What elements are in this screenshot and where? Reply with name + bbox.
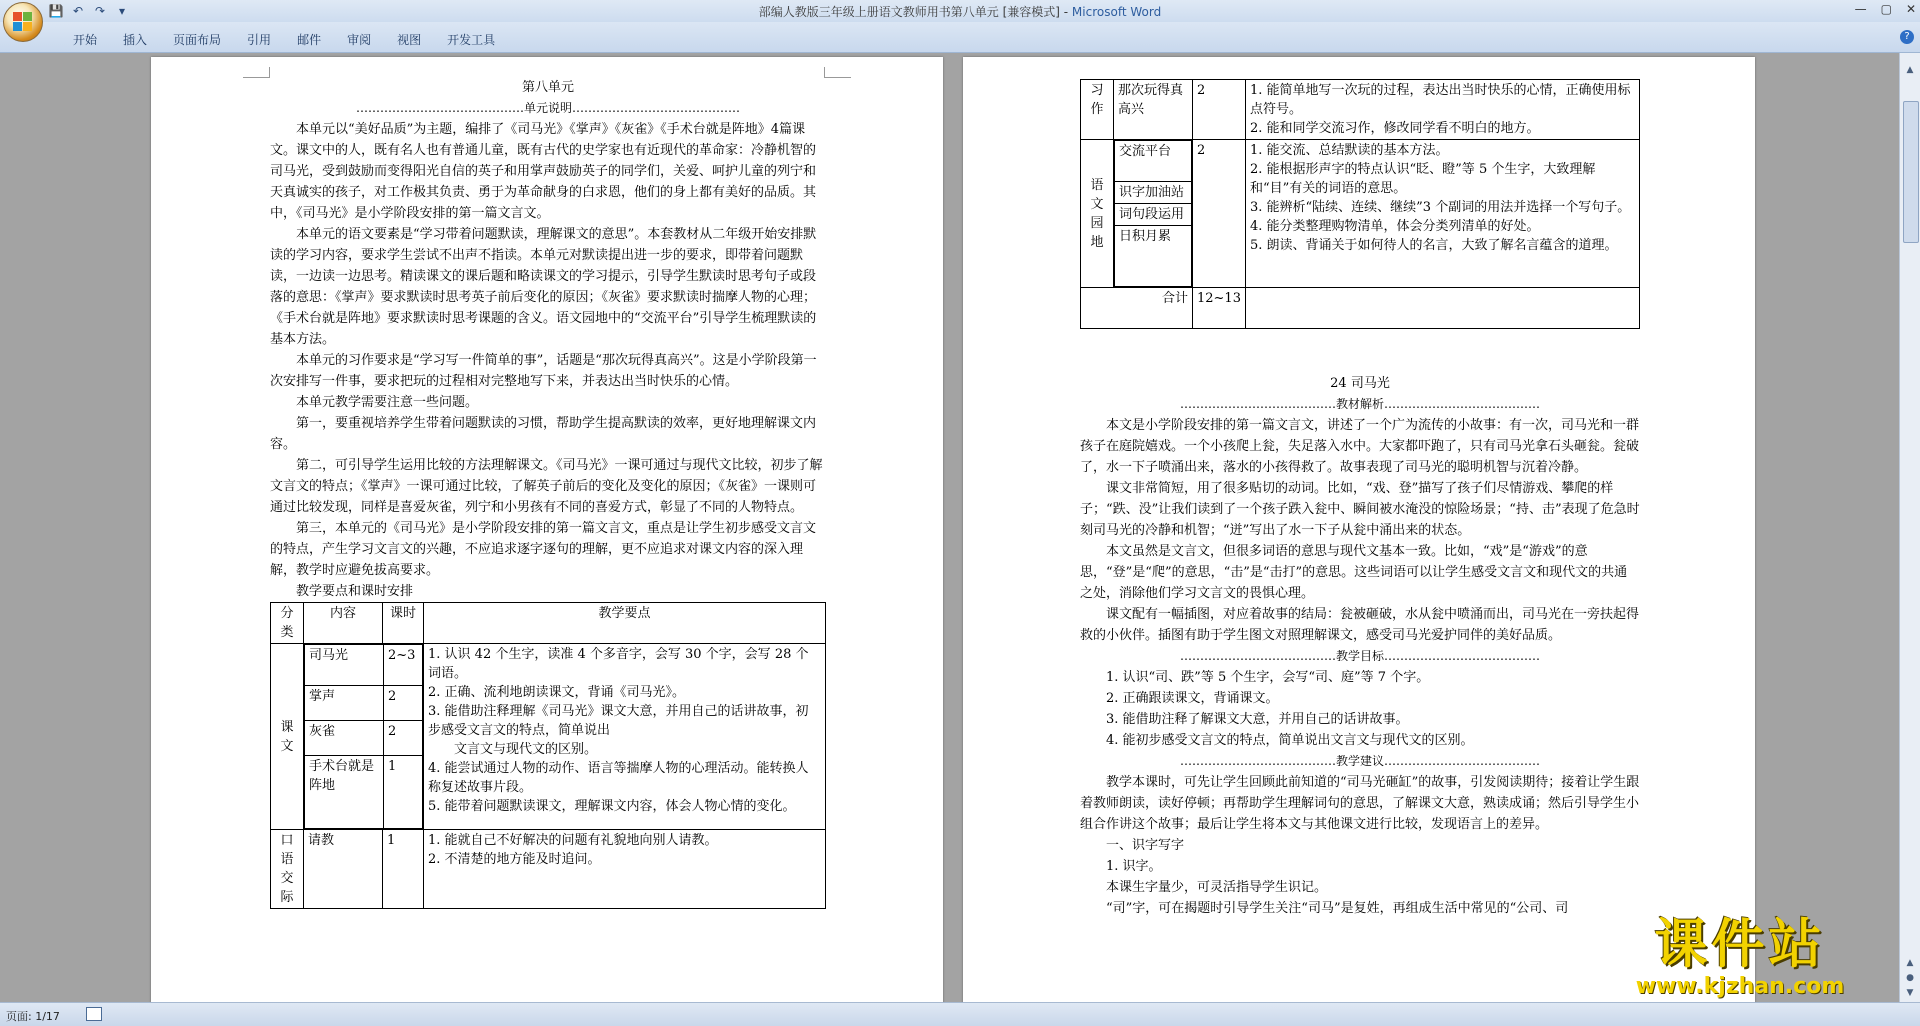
category-cell: 习作: [1081, 80, 1114, 140]
page-2-content: [1080, 79, 1640, 919]
point: 文言文与现代文的区别。: [454, 742, 598, 757]
watermark-url: www.kjzhan.com: [1635, 974, 1845, 999]
paragraph: 课文非常简短，用了很多贴切的动词。比如，“戏、登”描写了孩子们尽情游戏、攀爬的样子；“跌、没”让我们读到了一个孩子跌入瓮中、瞬间被水淹没的惊险场景；“持、击”表现了危急时刻司马光的冷静和机智；“迸”写出了水一下子从瓮中涌出来的状态。: [1080, 481, 1640, 538]
hours-cell: 2~3: [384, 645, 423, 686]
unit-title: 第八单元: [521, 80, 574, 95]
paragraph: 本单元以“美好品质”为主题，编排了《司马光》《掌声》《灰雀》《手术台就是阵地》4篇课文。课文中的人，既有名人也有普通儿童，既有古代的史学家也有近现代的革命家：冷静机智的司马光，受到鼓励而变得阳光自信的英子和用掌声鼓励英子的同学们，关爱、呵护儿童的列宁和天真诚实的孩子，对工作极其负责、勇于为革命献身的白求恩，他们的身上都有美好的品质。其中，《司马光》是小学阶段安排的第一篇文言文。: [270, 122, 817, 221]
table-header-row: [271, 603, 826, 644]
paragraph: 本单元的语文要素是“学习带着问题默读，理解课文的意思”。本套教材从二年级开始安排默读的学习内容，要求学生尝试不出声不指读。本单元对默读提出进一步的要求，即带着问题默读，一边读一边思考。精读课文的课后题和略读课文的学习提示，引导学生默读时思考句子或段落的意思：《掌声》要求默读时思考英子前后变化的原因；《灰雀》要求默读时揣摩人物的心理；《手术台就是阵地》要求默读时思考课题的含义。语文园地中的“交流平台”引导学生梳理默读的基本方法。: [270, 227, 817, 347]
close-icon[interactable]: ✕: [1905, 2, 1916, 16]
paragraph: 本文是小学阶段安排的第一篇文言文，讲述了一个广为流传的小故事：有一次，司马光和一群孩子在庭院嬉戏。一个小孩爬上瓮，失足落入水中。大家都吓跑了，只有司马光拿石头砸瓮。瓮破了，水一下子喷涌出来，落水的小孩得救了。故事表现了司马光的聪明机智与沉着冷静。: [1080, 418, 1640, 475]
scroll-up-icon[interactable]: ▲: [1906, 65, 1914, 75]
table-row: [305, 686, 423, 721]
category-cell: 语文园地: [1081, 140, 1114, 288]
table-row: [1115, 182, 1192, 204]
table-row: [271, 644, 826, 830]
content-cell: 请教: [304, 830, 383, 909]
office-button[interactable]: [3, 2, 43, 42]
table-row: [1081, 140, 1640, 288]
empty-cell: [1245, 288, 1639, 329]
point: 2. 能和同学交流习作，修改同学看不明白的地方。: [1249, 121, 1540, 136]
point: 4. 能尝试通过人物的动作、语言等揣摩人物的心理活动。能转换人称复述故事片段。: [428, 761, 809, 795]
minimize-icon[interactable]: —: [1854, 2, 1867, 16]
point: 4. 能分类整理购物清单，体会分类列清单的好处。: [1249, 219, 1540, 234]
document-page-1[interactable]: [151, 57, 943, 1002]
teaching-points-cell: [1245, 80, 1639, 140]
hours-cell: 2: [384, 686, 423, 721]
hours-cell: 2: [384, 721, 423, 756]
page-indicator[interactable]: 页面: 1/17: [6, 1010, 60, 1023]
save-icon[interactable]: 💾: [48, 4, 64, 18]
content-item: 交流平台: [1115, 141, 1192, 182]
table-header: 课时: [383, 603, 424, 644]
content-cell: [1114, 140, 1193, 288]
redo-icon[interactable]: ↷: [94, 4, 106, 18]
document-page-2[interactable]: [963, 57, 1755, 1002]
content-cell: 那次玩得真高兴: [1114, 80, 1193, 140]
tab-developer[interactable]: 开发工具: [447, 33, 496, 47]
tab-review[interactable]: 审阅: [347, 33, 372, 47]
previous-page-icon[interactable]: ▲: [1906, 958, 1914, 968]
table-row: [1115, 226, 1192, 287]
lesson-title: 24 司马光: [1330, 376, 1390, 391]
table-header: 内容: [304, 603, 383, 644]
tab-insert[interactable]: 插入: [123, 33, 148, 47]
table-row: [1115, 141, 1192, 182]
category-cell: 课文: [271, 644, 304, 830]
point: 2. 能根据形声字的特点认识“眨、瞪”等 5 个生字，大致理解和“目”有关的词语的意思。: [1249, 162, 1596, 196]
teaching-points-cell: [424, 644, 826, 830]
table-header: 分类: [271, 603, 304, 644]
vertical-scrollbar[interactable]: [1899, 53, 1920, 1002]
paragraph: 第二，可引导学生运用比较的方法理解课文。《司马光》一课可通过与现代文比较，初步了解文言文的特点；《掌声》一课可通过比较，了解英子前后的变化及变化的原因；《灰雀》一课则可通过比较发现，同样是喜爱灰雀，列宁和小男孩有不同的喜爱方式，彰显了不同的人物特点。: [270, 458, 823, 515]
section-heading: ……………………………………单元说明……………………………………: [355, 101, 740, 115]
tab-view[interactable]: 视图: [397, 33, 422, 47]
proofing-icon[interactable]: [86, 1007, 102, 1021]
content-item: 词句段运用: [1115, 204, 1192, 226]
undo-icon[interactable]: ↶: [72, 4, 84, 18]
title-bar: [0, 0, 1920, 22]
paragraph: 教学本课时，可先让学生回顾此前知道的“司马光砸缸”的故事，引发阅读期待；接着让学生跟着教师朗读，读好停顿；再帮助学生理解词句的意思，了解课文大意，熟读成诵；然后引导学生小组合作讲这个故事；最后让学生将本文与其他课文进行比较，发现语言上的差异。: [1080, 775, 1640, 832]
section-heading: …………………………………教学目标…………………………………: [1179, 649, 1540, 663]
point: 1. 认识 42 个生字，读准 4 个多音字，会写 30 个字，会写 28 个词语。: [428, 647, 809, 681]
tab-page-layout[interactable]: 页面布局: [173, 33, 222, 47]
select-browse-object-icon[interactable]: ●: [1906, 973, 1914, 983]
total-hours: 12~13: [1193, 288, 1246, 329]
content-item: 识字加油站: [1115, 182, 1192, 204]
status-bar: [0, 1002, 1920, 1026]
total-label: 合计: [1081, 288, 1193, 329]
table-row: [305, 756, 423, 829]
customize-qat-icon[interactable]: ▾: [118, 4, 126, 18]
table-row: [305, 645, 423, 686]
point: 3. 能借助注释理解《司马光》课文大意，并用自己的话讲故事，初步感受文言文的特点，简单说出: [428, 704, 809, 738]
table-caption: 教学要点和课时安排: [296, 584, 414, 599]
paragraph: 课文配有一幅插图，对应着故事的结局：瓮被砸破，水从瓮中喷涌而出，司马光在一旁扶起得救的小伙伴。插图有助于学生图文对照理解课文，感受司马光爱护同伴的美好品质。: [1080, 607, 1640, 643]
section-heading: …………………………………教学建议…………………………………: [1179, 754, 1540, 768]
content-cell: 灰雀: [305, 721, 384, 756]
content-cell: 司马光: [305, 645, 384, 686]
point: 2. 不清楚的地方能及时追问。: [428, 852, 601, 867]
tab-mailings[interactable]: 邮件: [297, 33, 322, 47]
paragraph: 本课生字量少，可灵活指导学生识记。: [1106, 880, 1328, 895]
table-header: 教学要点: [424, 603, 826, 644]
point: 3. 能辨析“陆续、连续、继续”3 个副词的用法并选择一个写句子。: [1249, 200, 1631, 215]
paragraph: 本文虽然是文言文，但很多词语的意思与现代文基本一致。比如，“戏”是“游戏”的意思，“登”是“爬”的意思，“击”是“击打”的意思。这些词语可以让学生感受文言文和现代文的共通之处，消除他们学习文言文的畏惧心理。: [1080, 544, 1628, 601]
point: 1. 能就自己不好解决的问题有礼貌地向别人请教。: [428, 833, 718, 848]
window-controls: [1855, 2, 1916, 16]
hours-cell: 2: [1193, 140, 1246, 288]
content-hours-cell: [304, 644, 424, 830]
subheading: 1. 识字。: [1106, 859, 1162, 874]
teaching-points-cell: [1245, 140, 1639, 288]
office-logo-icon: [13, 12, 33, 32]
point: 1. 能交流、总结默读的基本方法。: [1249, 143, 1449, 158]
paragraph: 本单元教学需要注意一些问题。: [296, 395, 479, 410]
hours-cell: 1: [383, 830, 424, 909]
point: 5. 朗读、背诵关于如何待人的名言，大致了解名言蕴含的道理。: [1249, 238, 1618, 253]
tab-references[interactable]: 引用: [247, 33, 272, 47]
content-cell: 掌声: [305, 686, 384, 721]
point: 1. 能简单地写一次玩的过程，表达出当时快乐的心情，正确使用标点符号。: [1249, 83, 1631, 117]
watermark-logo: [1575, 916, 1905, 999]
scroll-thumb[interactable]: [1903, 101, 1919, 243]
objective-item: 3. 能借助注释了解课文大意，并用自己的话讲故事。: [1106, 712, 1409, 727]
watermark-text: 课件站: [1654, 914, 1826, 975]
window-title: 部编人教版三年级上册语文教师用书第八单元 [兼容模式] - Microsoft Word: [758, 5, 1162, 19]
help-icon[interactable]: ?: [1900, 30, 1914, 44]
paragraph: 本单元的习作要求是“学习写一件简单的事”，话题是“那次玩得真高兴”。这是小学阶段第一次安排写一件事，要求把玩的过程相对完整地写下来，并表达出当时快乐的心情。: [270, 353, 817, 389]
page-1-content: [270, 77, 826, 909]
tab-home[interactable]: 开始: [73, 33, 98, 47]
table-row: [271, 830, 826, 909]
content-item: 日积月累: [1115, 226, 1192, 287]
point: 5. 能带着问题默读课文，理解课文内容，体会人物心情的变化。: [428, 799, 796, 814]
section-heading: …………………………………教材解析…………………………………: [1179, 397, 1540, 411]
lesson-plan-table: [270, 602, 826, 909]
paragraph: 第一，要重视培养学生带着问题默读的习惯，帮助学生提高默读的效率，更好地理解课文内容。: [270, 416, 817, 452]
ribbon-tab-bar: [0, 22, 1920, 53]
table-row: [1081, 288, 1640, 329]
maximize-icon[interactable]: ▢: [1880, 2, 1892, 16]
next-page-icon[interactable]: ▼: [1906, 988, 1914, 998]
paragraph: “司”字，可在揭题时引导学生关注“司马”是复姓，再组成生活中常见的“公司、司: [1106, 901, 1569, 916]
table-row: [305, 721, 423, 756]
objective-item: 1. 认识“司、跌”等 5 个生字，会写“司、庭”等 7 个字。: [1106, 670, 1430, 685]
spacer: [1080, 329, 1640, 373]
objective-item: 4. 能初步感受文言文的特点，简单说出文言文与现代文的区别。: [1106, 733, 1474, 748]
teaching-points-cell: [424, 830, 826, 909]
table-row: [1081, 80, 1640, 140]
margin-mark: [243, 67, 270, 78]
content-cell: 手术台就是阵地: [305, 756, 384, 829]
category-cell: 口语交际: [271, 830, 304, 909]
document-workspace: [0, 53, 1900, 1002]
point: 2. 正确、流利地朗读课文，背诵《司马光》。: [428, 685, 686, 700]
hours-cell: 1: [384, 756, 423, 829]
paragraph: 第三，本单元的《司马光》是小学阶段安排的第一篇文言文，重点是让学生初步感受文言文的特点，产生学习文言文的兴趣，不应追求逐字逐句的理解，更不应追求对课文内容的深入理解，教学时应避免拔高要求。: [270, 521, 817, 578]
objective-item: 2. 正确跟读课文，背诵课文。: [1106, 691, 1279, 706]
hours-cell: 2: [1193, 80, 1246, 140]
table-row: [1115, 204, 1192, 226]
lesson-plan-table-continued: [1080, 79, 1640, 329]
margin-mark: [824, 67, 851, 78]
subheading: 一、识字写字: [1106, 838, 1185, 853]
